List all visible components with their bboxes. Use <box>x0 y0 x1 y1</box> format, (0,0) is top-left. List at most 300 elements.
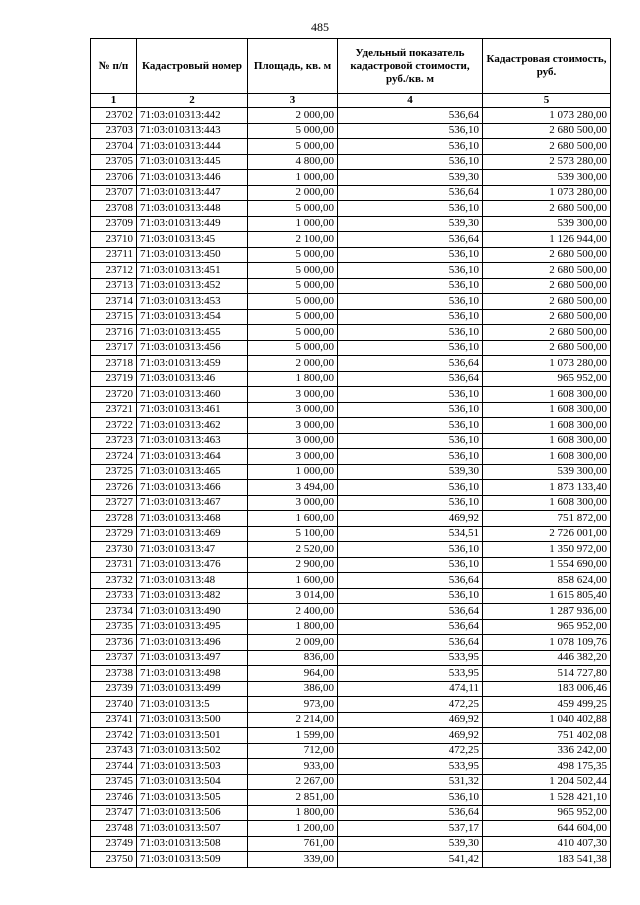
header-cadastral-value: Кадастровая стоимость, руб. <box>483 39 611 94</box>
area: 5 000,00 <box>248 294 338 310</box>
column-number: 3 <box>248 94 338 108</box>
area: 2 267,00 <box>248 774 338 790</box>
row-index: 23715 <box>91 309 137 325</box>
area: 2 400,00 <box>248 604 338 620</box>
cadastral-number: 71:03:010313:445 <box>137 154 248 170</box>
unit-value: 536,10 <box>338 340 483 356</box>
row-index: 23703 <box>91 123 137 139</box>
cadastral-value: 183 541,38 <box>483 852 611 868</box>
area: 3 000,00 <box>248 495 338 511</box>
unit-value: 536,10 <box>338 790 483 806</box>
row-index: 23711 <box>91 247 137 263</box>
unit-value: 536,10 <box>338 139 483 155</box>
cadastral-number: 71:03:010313:498 <box>137 666 248 682</box>
cadastral-value: 1 608 300,00 <box>483 433 611 449</box>
unit-value: 536,10 <box>338 123 483 139</box>
cadastral-value: 1 554 690,00 <box>483 557 611 573</box>
header-area: Площадь, кв. м <box>248 39 338 94</box>
row-index: 23721 <box>91 402 137 418</box>
row-index: 23706 <box>91 170 137 186</box>
cadastral-number: 71:03:010313:469 <box>137 526 248 542</box>
area: 3 000,00 <box>248 418 338 434</box>
cadastral-value: 2 680 500,00 <box>483 247 611 263</box>
area: 3 014,00 <box>248 588 338 604</box>
table-row <box>91 480 611 496</box>
unit-value: 536,64 <box>338 635 483 651</box>
unit-value: 536,10 <box>338 309 483 325</box>
row-index: 23739 <box>91 681 137 697</box>
unit-value: 536,64 <box>338 108 483 124</box>
table-row <box>91 666 611 682</box>
row-index: 23732 <box>91 573 137 589</box>
unit-value: 472,25 <box>338 743 483 759</box>
cadastral-number: 71:03:010313:464 <box>137 449 248 465</box>
row-index: 23705 <box>91 154 137 170</box>
cadastral-number: 71:03:010313:500 <box>137 712 248 728</box>
cadastral-number: 71:03:010313:501 <box>137 728 248 744</box>
area: 5 000,00 <box>248 201 338 217</box>
column-number: 2 <box>137 94 248 108</box>
cadastral-number: 71:03:010313:504 <box>137 774 248 790</box>
unit-value: 536,10 <box>338 449 483 465</box>
cadastral-number: 71:03:010313:497 <box>137 650 248 666</box>
area: 2 520,00 <box>248 542 338 558</box>
row-index: 23743 <box>91 743 137 759</box>
cadastral-number: 71:03:010313:460 <box>137 387 248 403</box>
cadastral-value: 539 300,00 <box>483 464 611 480</box>
table-row <box>91 170 611 186</box>
area: 5 100,00 <box>248 526 338 542</box>
table-row <box>91 201 611 217</box>
cadastral-value: 2 680 500,00 <box>483 340 611 356</box>
table-row <box>91 557 611 573</box>
cadastral-number: 71:03:010313:476 <box>137 557 248 573</box>
cadastral-number: 71:03:010313:502 <box>137 743 248 759</box>
cadastral-value: 1 073 280,00 <box>483 356 611 372</box>
cadastral-value: 2 680 500,00 <box>483 123 611 139</box>
cadastral-number: 71:03:010313:47 <box>137 542 248 558</box>
row-index: 23736 <box>91 635 137 651</box>
row-index: 23737 <box>91 650 137 666</box>
area: 1 000,00 <box>248 464 338 480</box>
table-row <box>91 418 611 434</box>
cadastral-value: 1 608 300,00 <box>483 449 611 465</box>
cadastral-number: 71:03:010313:443 <box>137 123 248 139</box>
cadastral-number: 71:03:010313:465 <box>137 464 248 480</box>
unit-value: 536,10 <box>338 433 483 449</box>
cadastral-number: 71:03:010313:5 <box>137 697 248 713</box>
row-index: 23740 <box>91 697 137 713</box>
row-index: 23742 <box>91 728 137 744</box>
unit-value: 534,51 <box>338 526 483 542</box>
cadastral-number: 71:03:010313:507 <box>137 821 248 837</box>
unit-value: 536,10 <box>338 480 483 496</box>
area: 386,00 <box>248 681 338 697</box>
table-row <box>91 635 611 651</box>
cadastral-number: 71:03:010313:496 <box>137 635 248 651</box>
area: 2 900,00 <box>248 557 338 573</box>
area: 339,00 <box>248 852 338 868</box>
table-row <box>91 464 611 480</box>
cadastral-value: 446 382,20 <box>483 650 611 666</box>
row-index: 23724 <box>91 449 137 465</box>
cadastral-number: 71:03:010313:444 <box>137 139 248 155</box>
area: 761,00 <box>248 836 338 852</box>
area: 4 800,00 <box>248 154 338 170</box>
unit-value: 531,32 <box>338 774 483 790</box>
unit-value: 533,95 <box>338 650 483 666</box>
unit-value: 536,10 <box>338 278 483 294</box>
table-row <box>91 821 611 837</box>
cadastral-value: 1 615 805,40 <box>483 588 611 604</box>
cadastral-number: 71:03:010313:449 <box>137 216 248 232</box>
area: 712,00 <box>248 743 338 759</box>
row-index: 23745 <box>91 774 137 790</box>
row-index: 23710 <box>91 232 137 248</box>
row-index: 23735 <box>91 619 137 635</box>
area: 3 000,00 <box>248 449 338 465</box>
cadastral-number: 71:03:010313:453 <box>137 294 248 310</box>
unit-value: 536,10 <box>338 495 483 511</box>
row-index: 23730 <box>91 542 137 558</box>
area: 964,00 <box>248 666 338 682</box>
cadastral-number: 71:03:010313:463 <box>137 433 248 449</box>
table-row <box>91 123 611 139</box>
cadastral-number: 71:03:010313:495 <box>137 619 248 635</box>
unit-value: 536,10 <box>338 294 483 310</box>
cadastral-value: 539 300,00 <box>483 216 611 232</box>
area: 1 600,00 <box>248 511 338 527</box>
table-row <box>91 325 611 341</box>
table-row <box>91 681 611 697</box>
unit-value: 536,64 <box>338 232 483 248</box>
cadastral-number: 71:03:010313:46 <box>137 371 248 387</box>
table-row <box>91 728 611 744</box>
cadastral-value: 1 608 300,00 <box>483 495 611 511</box>
area: 2 000,00 <box>248 356 338 372</box>
cadastral-number: 71:03:010313:442 <box>137 108 248 124</box>
cadastral-value: 1 350 972,00 <box>483 542 611 558</box>
cadastral-number: 71:03:010313:505 <box>137 790 248 806</box>
cadastral-value: 2 680 500,00 <box>483 325 611 341</box>
cadastral-number: 71:03:010313:455 <box>137 325 248 341</box>
table-row <box>91 774 611 790</box>
area: 3 000,00 <box>248 433 338 449</box>
cadastral-table <box>90 38 611 868</box>
unit-value: 536,64 <box>338 805 483 821</box>
row-index: 23719 <box>91 371 137 387</box>
unit-value: 536,10 <box>338 263 483 279</box>
row-index: 23720 <box>91 387 137 403</box>
unit-value: 536,64 <box>338 619 483 635</box>
unit-value: 533,95 <box>338 759 483 775</box>
area: 836,00 <box>248 650 338 666</box>
row-index: 23729 <box>91 526 137 542</box>
cadastral-value: 410 407,30 <box>483 836 611 852</box>
header-unit-value: Удельный показатель кадастровой стоимости, руб./кв. м <box>338 39 483 94</box>
unit-value: 536,10 <box>338 325 483 341</box>
cadastral-number: 71:03:010313:452 <box>137 278 248 294</box>
table-row <box>91 542 611 558</box>
cadastral-value: 2 680 500,00 <box>483 278 611 294</box>
area: 5 000,00 <box>248 123 338 139</box>
area: 1 600,00 <box>248 573 338 589</box>
row-index: 23726 <box>91 480 137 496</box>
table-row <box>91 216 611 232</box>
cadastral-value: 2 680 500,00 <box>483 201 611 217</box>
cadastral-value: 1 528 421,10 <box>483 790 611 806</box>
cadastral-value: 514 727,80 <box>483 666 611 682</box>
cadastral-number: 71:03:010313:461 <box>137 402 248 418</box>
cadastral-number: 71:03:010313:446 <box>137 170 248 186</box>
cadastral-number: 71:03:010313:503 <box>137 759 248 775</box>
cadastral-value: 183 006,46 <box>483 681 611 697</box>
area: 1 200,00 <box>248 821 338 837</box>
table-row <box>91 526 611 542</box>
table-row <box>91 108 611 124</box>
table-row <box>91 232 611 248</box>
page-number: 485 <box>311 20 329 34</box>
row-index: 23704 <box>91 139 137 155</box>
unit-value: 537,17 <box>338 821 483 837</box>
cadastral-value: 965 952,00 <box>483 619 611 635</box>
row-index: 23747 <box>91 805 137 821</box>
table-row <box>91 449 611 465</box>
row-index: 23728 <box>91 511 137 527</box>
area: 5 000,00 <box>248 278 338 294</box>
row-index: 23748 <box>91 821 137 837</box>
cadastral-number: 71:03:010313:450 <box>137 247 248 263</box>
table-row <box>91 154 611 170</box>
cadastral-number: 71:03:010313:490 <box>137 604 248 620</box>
cadastral-value: 1 608 300,00 <box>483 387 611 403</box>
area: 5 000,00 <box>248 139 338 155</box>
unit-value: 536,64 <box>338 573 483 589</box>
cadastral-number: 71:03:010313:48 <box>137 573 248 589</box>
cadastral-value: 1 073 280,00 <box>483 185 611 201</box>
column-number: 5 <box>483 94 611 108</box>
table-row <box>91 340 611 356</box>
unit-value: 533,95 <box>338 666 483 682</box>
table-row <box>91 511 611 527</box>
area: 1 800,00 <box>248 805 338 821</box>
row-index: 23746 <box>91 790 137 806</box>
table-body <box>91 108 611 868</box>
area: 5 000,00 <box>248 340 338 356</box>
area: 1 000,00 <box>248 170 338 186</box>
header-row <box>91 39 611 94</box>
row-index: 23716 <box>91 325 137 341</box>
unit-value: 536,10 <box>338 557 483 573</box>
area: 5 000,00 <box>248 309 338 325</box>
table-row <box>91 356 611 372</box>
table-row <box>91 743 611 759</box>
cadastral-number: 71:03:010313:45 <box>137 232 248 248</box>
cadastral-value: 1 204 502,44 <box>483 774 611 790</box>
unit-value: 536,10 <box>338 588 483 604</box>
cadastral-number: 71:03:010313:509 <box>137 852 248 868</box>
table-row <box>91 387 611 403</box>
cadastral-value: 1 608 300,00 <box>483 402 611 418</box>
table-row <box>91 805 611 821</box>
cadastral-number: 71:03:010313:506 <box>137 805 248 821</box>
area: 2 000,00 <box>248 108 338 124</box>
cadastral-value: 1 040 402,88 <box>483 712 611 728</box>
cadastral-value: 2 573 280,00 <box>483 154 611 170</box>
table-row <box>91 433 611 449</box>
row-index: 23734 <box>91 604 137 620</box>
table-row <box>91 697 611 713</box>
row-index: 23717 <box>91 340 137 356</box>
unit-value: 536,64 <box>338 356 483 372</box>
cadastral-number: 71:03:010313:462 <box>137 418 248 434</box>
cadastral-value: 1 073 280,00 <box>483 108 611 124</box>
cadastral-value: 459 499,25 <box>483 697 611 713</box>
column-number: 4 <box>338 94 483 108</box>
table-row <box>91 139 611 155</box>
row-index: 23713 <box>91 278 137 294</box>
table-row <box>91 294 611 310</box>
unit-value: 541,42 <box>338 852 483 868</box>
area: 1 800,00 <box>248 619 338 635</box>
cadastral-value: 965 952,00 <box>483 371 611 387</box>
area: 2 100,00 <box>248 232 338 248</box>
area: 3 000,00 <box>248 387 338 403</box>
table-row <box>91 790 611 806</box>
row-index: 23727 <box>91 495 137 511</box>
cadastral-value: 2 680 500,00 <box>483 309 611 325</box>
unit-value: 536,10 <box>338 154 483 170</box>
cadastral-number: 71:03:010313:459 <box>137 356 248 372</box>
unit-value: 472,25 <box>338 697 483 713</box>
unit-value: 536,64 <box>338 185 483 201</box>
row-index: 23702 <box>91 108 137 124</box>
unit-value: 469,92 <box>338 712 483 728</box>
table-row <box>91 604 611 620</box>
cadastral-number: 71:03:010313:482 <box>137 588 248 604</box>
header-index: № п/п <box>91 39 137 94</box>
row-index: 23733 <box>91 588 137 604</box>
cadastral-value: 2 680 500,00 <box>483 139 611 155</box>
unit-value: 536,10 <box>338 201 483 217</box>
table-row <box>91 185 611 201</box>
cadastral-value: 1 126 944,00 <box>483 232 611 248</box>
area: 1 000,00 <box>248 216 338 232</box>
area: 1 800,00 <box>248 371 338 387</box>
unit-value: 539,30 <box>338 216 483 232</box>
unit-value: 539,30 <box>338 464 483 480</box>
unit-value: 539,30 <box>338 170 483 186</box>
cadastral-value: 2 680 500,00 <box>483 263 611 279</box>
cadastral-number: 71:03:010313:466 <box>137 480 248 496</box>
table-row <box>91 836 611 852</box>
column-number-row <box>91 94 611 108</box>
area: 5 000,00 <box>248 263 338 279</box>
cadastral-number: 71:03:010313:467 <box>137 495 248 511</box>
cadastral-number: 71:03:010313:456 <box>137 340 248 356</box>
unit-value: 469,92 <box>338 511 483 527</box>
row-index: 23723 <box>91 433 137 449</box>
cadastral-value: 1 608 300,00 <box>483 418 611 434</box>
row-index: 23731 <box>91 557 137 573</box>
table-row <box>91 495 611 511</box>
cadastral-value: 1 873 133,40 <box>483 480 611 496</box>
row-index: 23725 <box>91 464 137 480</box>
table-row <box>91 650 611 666</box>
row-index: 23722 <box>91 418 137 434</box>
row-index: 23708 <box>91 201 137 217</box>
unit-value: 536,64 <box>338 371 483 387</box>
area: 933,00 <box>248 759 338 775</box>
row-index: 23744 <box>91 759 137 775</box>
row-index: 23712 <box>91 263 137 279</box>
row-index: 23709 <box>91 216 137 232</box>
area: 3 494,00 <box>248 480 338 496</box>
unit-value: 536,10 <box>338 402 483 418</box>
row-index: 23741 <box>91 712 137 728</box>
table-row <box>91 588 611 604</box>
area: 3 000,00 <box>248 402 338 418</box>
area: 2 214,00 <box>248 712 338 728</box>
cadastral-value: 2 680 500,00 <box>483 294 611 310</box>
cadastral-value: 751 402,08 <box>483 728 611 744</box>
cadastral-number: 71:03:010313:468 <box>137 511 248 527</box>
area: 2 851,00 <box>248 790 338 806</box>
cadastral-value: 336 242,00 <box>483 743 611 759</box>
unit-value: 536,10 <box>338 418 483 434</box>
cadastral-number: 71:03:010313:454 <box>137 309 248 325</box>
area: 2 000,00 <box>248 185 338 201</box>
area: 973,00 <box>248 697 338 713</box>
table-row <box>91 309 611 325</box>
area: 1 599,00 <box>248 728 338 744</box>
table-row <box>91 712 611 728</box>
table-row <box>91 852 611 868</box>
cadastral-value: 644 604,00 <box>483 821 611 837</box>
cadastral-value: 1 078 109,76 <box>483 635 611 651</box>
cadastral-value: 858 624,00 <box>483 573 611 589</box>
cadastral-value: 498 175,35 <box>483 759 611 775</box>
row-index: 23718 <box>91 356 137 372</box>
cadastral-value: 751 872,00 <box>483 511 611 527</box>
unit-value: 536,64 <box>338 604 483 620</box>
area: 2 009,00 <box>248 635 338 651</box>
area: 5 000,00 <box>248 325 338 341</box>
row-index: 23738 <box>91 666 137 682</box>
unit-value: 474,11 <box>338 681 483 697</box>
cadastral-number: 71:03:010313:447 <box>137 185 248 201</box>
cadastral-number: 71:03:010313:451 <box>137 263 248 279</box>
cadastral-value: 1 287 936,00 <box>483 604 611 620</box>
table-row <box>91 278 611 294</box>
row-index: 23750 <box>91 852 137 868</box>
unit-value: 536,10 <box>338 542 483 558</box>
cadastral-number: 71:03:010313:499 <box>137 681 248 697</box>
table-row <box>91 263 611 279</box>
header-cadastral-number: Кадастровый номер <box>137 39 248 94</box>
unit-value: 539,30 <box>338 836 483 852</box>
table-row <box>91 759 611 775</box>
cadastral-number: 71:03:010313:508 <box>137 836 248 852</box>
table-row <box>91 402 611 418</box>
row-index: 23749 <box>91 836 137 852</box>
unit-value: 536,10 <box>338 247 483 263</box>
cadastral-value: 539 300,00 <box>483 170 611 186</box>
cadastral-value: 965 952,00 <box>483 805 611 821</box>
table-row <box>91 573 611 589</box>
table-row <box>91 619 611 635</box>
table-row <box>91 247 611 263</box>
